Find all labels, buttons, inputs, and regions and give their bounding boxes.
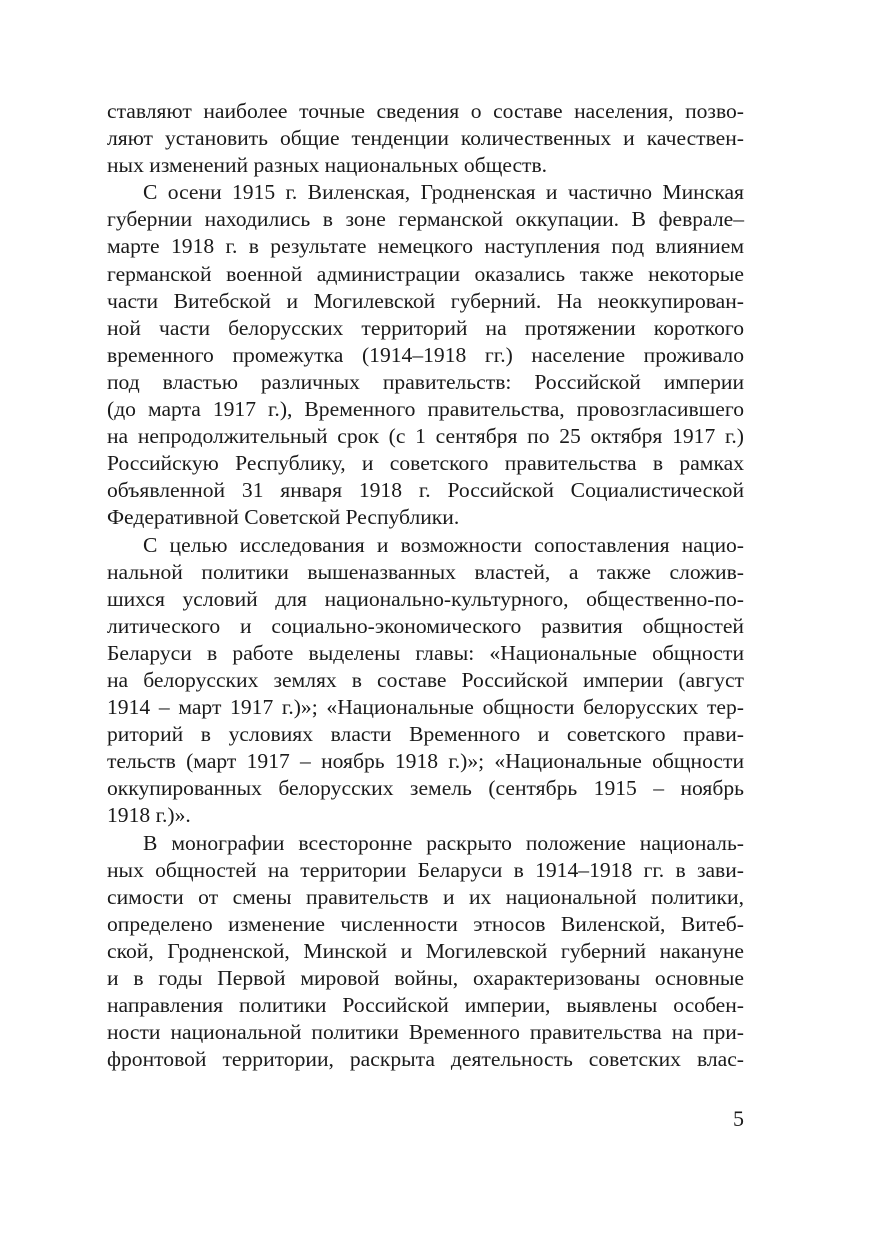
text-line: В монографии всесторонне раскрыто положение националь- — [143, 830, 744, 855]
body-text — [107, 98, 744, 1073]
text-line: литического и социально-экономического развития общностей — [107, 613, 744, 638]
paragraph — [107, 179, 744, 531]
page-number: 5 — [733, 1106, 744, 1131]
text-line: направления политики Российской империи, выявлены особен- — [107, 993, 744, 1018]
text-line: ных общностей на территории Беларуси в 1914–1918 гг. в зави- — [107, 857, 744, 882]
text-line: под властью различных правительств: Российской империи — [107, 369, 744, 394]
text-line: временного промежутка (1914–1918 гг.) население проживало — [107, 342, 744, 367]
text-line: определено изменение численности этносов Виленской, Витеб- — [107, 911, 744, 936]
paragraph — [107, 830, 744, 1074]
text-line: (до марта 1917 г.), Временного правительства, провозгласившего — [107, 397, 744, 422]
text-line: ности национальной политики Временного правительства на при- — [107, 1020, 744, 1045]
text-line: шихся условий для национально-культурного, общественно-по- — [107, 586, 744, 611]
text-line: 1918 г.)». — [107, 803, 191, 828]
text-line: ляют установить общие тенденции количественных и качествен- — [107, 126, 744, 151]
text-line: С целью исследования и возможности сопоставления нацио- — [143, 532, 744, 557]
text-line: тельств (март 1917 – ноябрь 1918 г.)»; «Национальные общности — [107, 749, 744, 774]
text-line: симости от смены правительств и их национальной политики, — [107, 884, 744, 909]
text-line: Российскую Республику, и советского правительства в рамках — [107, 451, 744, 476]
text-line: и в годы Первой мировой войны, охарактеризованы основные — [107, 966, 744, 990]
text-line: губернии находились в зоне германской оккупации. В феврале– — [107, 207, 744, 232]
paragraph — [107, 532, 744, 830]
text-line: объявленной 31 января 1918 г. Российской Социалистической — [107, 478, 744, 503]
text-line: Федеративной Советской Республики. — [107, 505, 460, 530]
text-line: германской военной администрации оказались также некоторые — [107, 261, 744, 286]
text-line: нальной политики вышеназванных властей, а также сложив- — [107, 559, 744, 584]
text-line: оккупированных белорусских земель (сентябрь 1915 – ноябрь — [107, 776, 744, 801]
text-line: ставляют наиболее точные сведения о составе населения, позво- — [107, 99, 744, 123]
text-line: ной части белорусских территорий на протяжении короткого — [107, 315, 744, 340]
text-line: ных изменений разных национальных обществ. — [107, 153, 548, 178]
text-line: риторий в условиях власти Временного и советского прави- — [107, 722, 744, 747]
text-line: марте 1918 г. в результате немецкого наступления под влиянием — [107, 234, 744, 259]
text-line: 1914 – март 1917 г.)»; «Национальные общности белорусских тер- — [107, 695, 744, 720]
text-line: фронтовой территории, раскрыта деятельность советских влас- — [107, 1047, 744, 1072]
text-line: ской, Гродненской, Минской и Могилевской губерний накануне — [107, 938, 744, 963]
paragraph — [107, 98, 744, 179]
text-line: части Витебской и Могилевской губерний. На неоккупирован- — [107, 288, 744, 313]
text-line: С осени 1915 г. Виленская, Гродненская и частично Минская — [143, 180, 744, 205]
text-line: на непродолжительный срок (с 1 сентября по 25 октября 1917 г.) — [107, 424, 744, 449]
text-line: на белорусских землях в составе Российской империи (август — [107, 667, 744, 692]
text-line: Беларуси в работе выделены главы: «Национальные общности — [107, 640, 744, 665]
